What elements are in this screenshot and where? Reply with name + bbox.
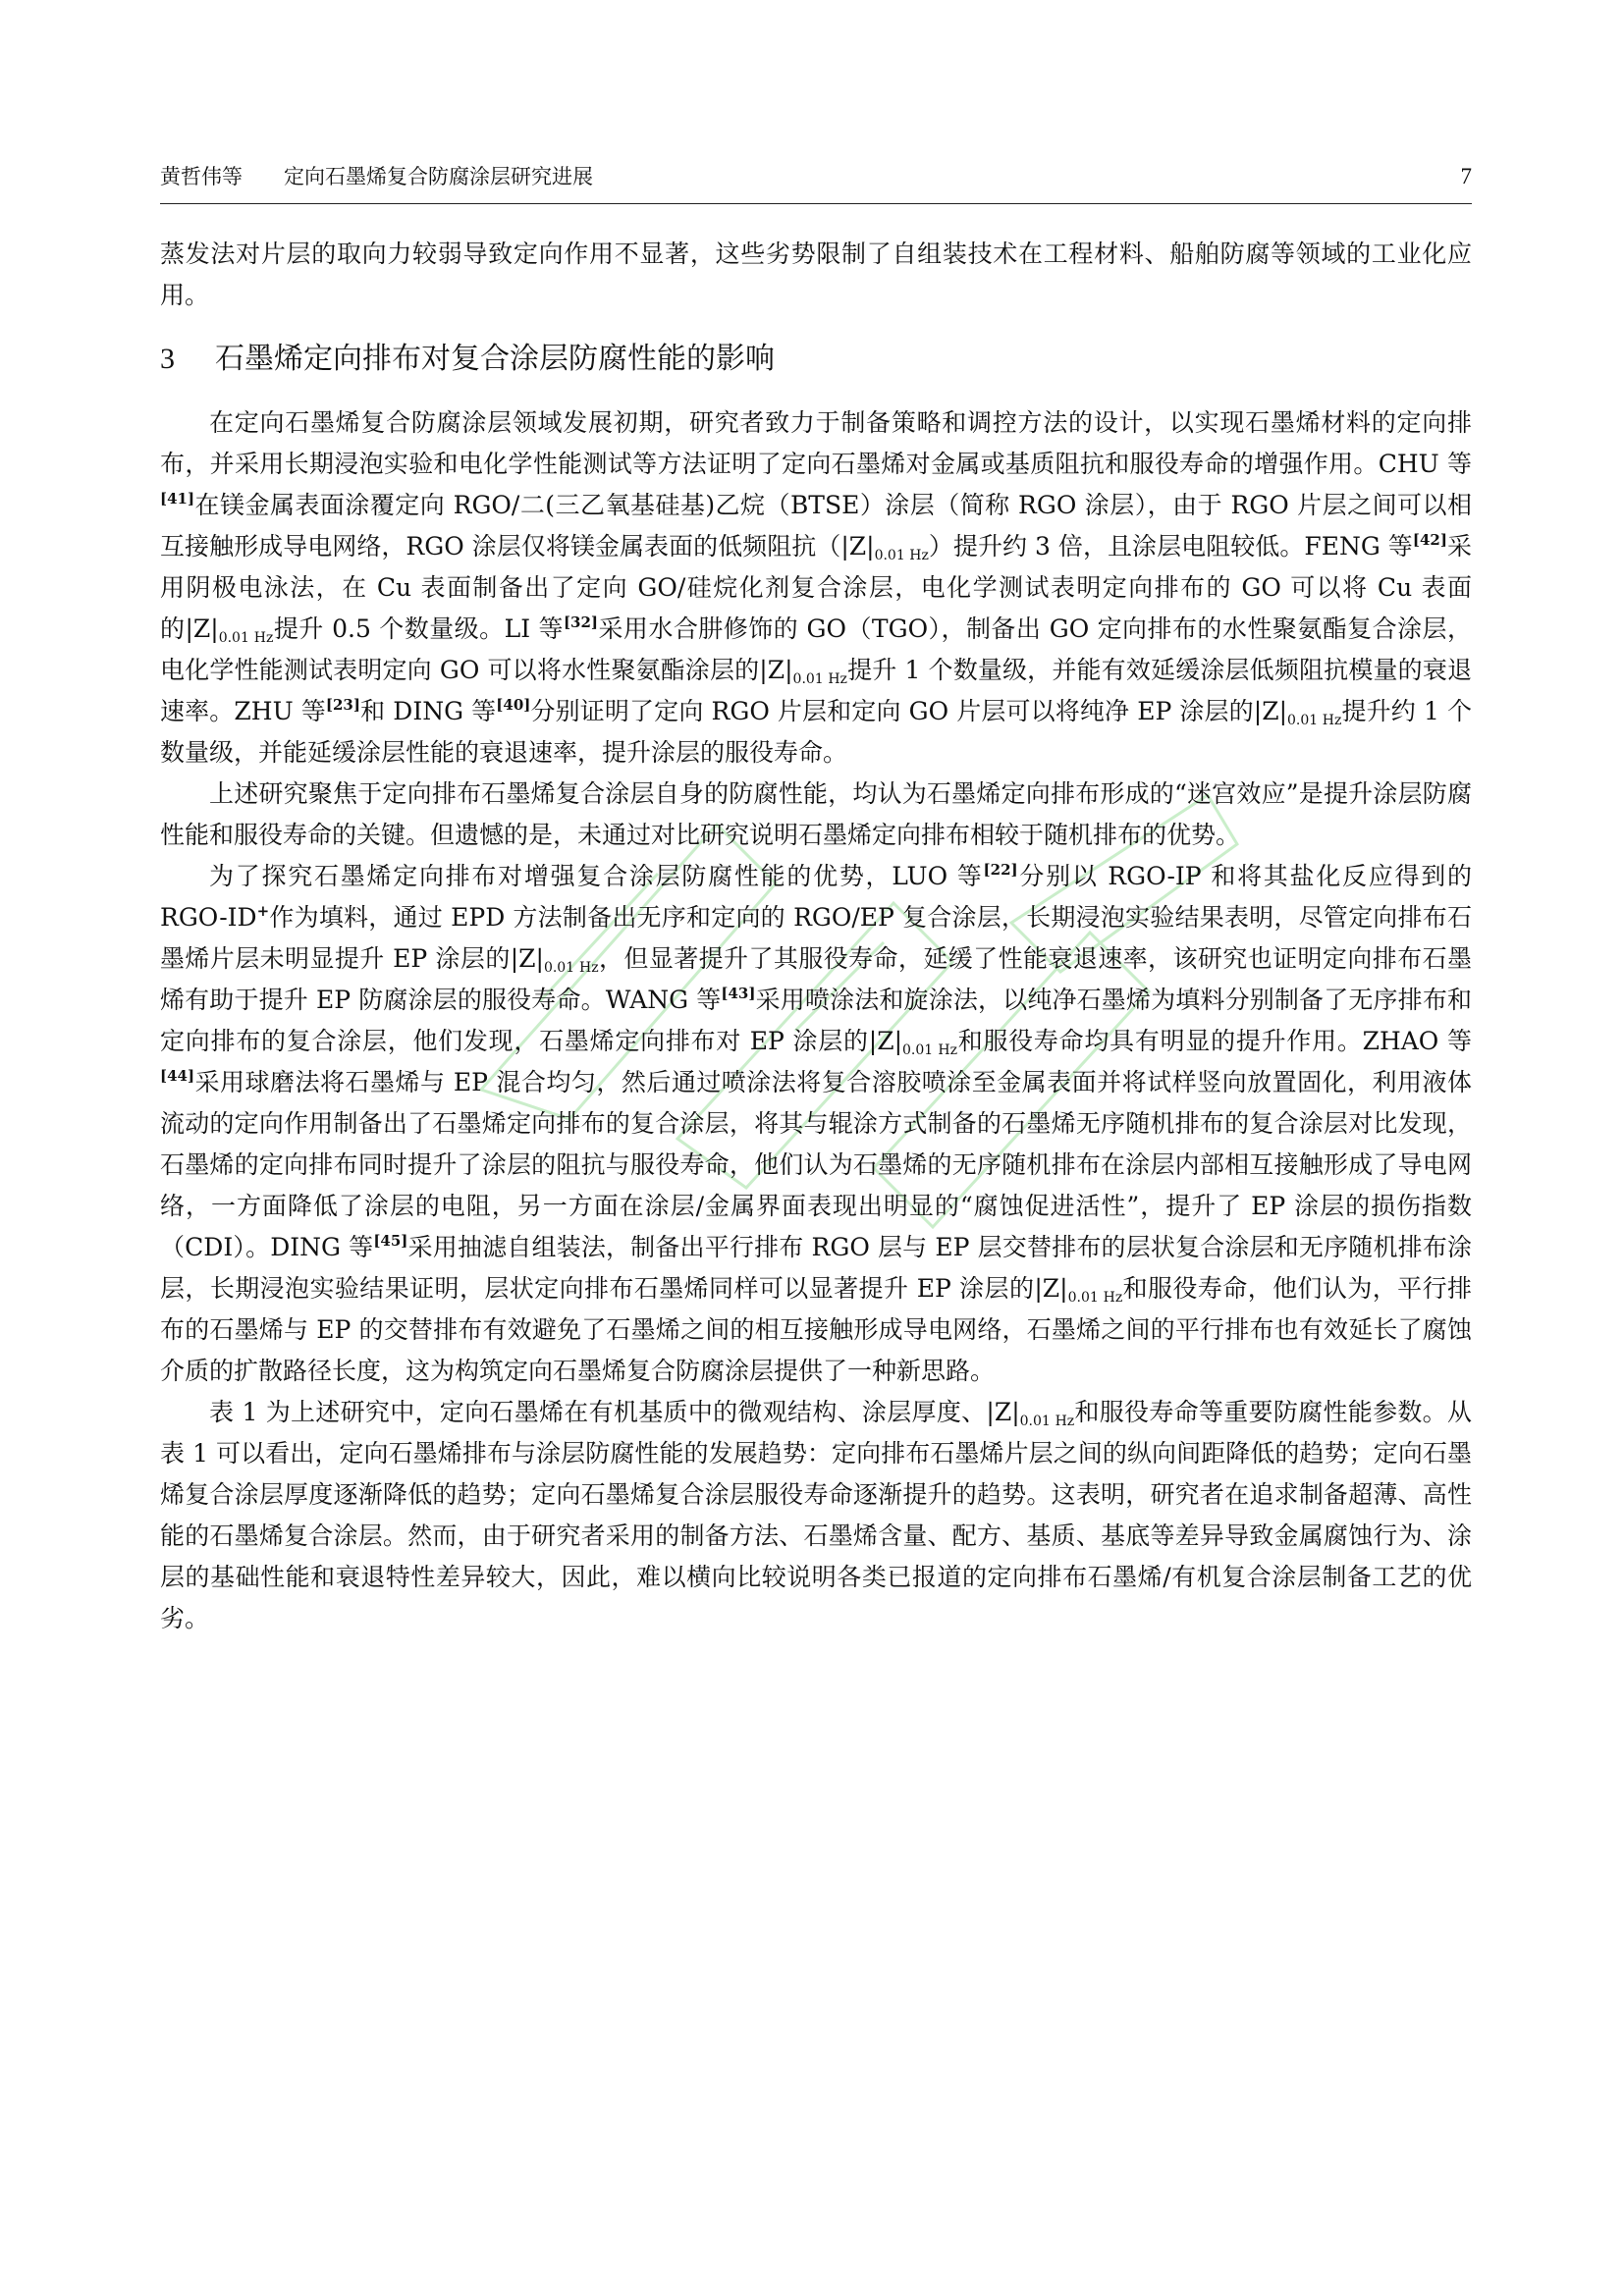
superscript-plus: + xyxy=(256,902,270,920)
text-run: 提升 0.5 个数量级。LI 等 xyxy=(273,614,564,643)
text-run: 在定向石墨烯复合防腐涂层领域发展初期，研究者致力于制备策略和调控方法的设计，以实现石墨烯材料的定向排布，并采用长期浸泡实验和电化学性能测试等方法证明了定向石墨烯对金属或基质阻抗和服役寿命的增强作用。CHU 等 xyxy=(160,408,1472,478)
page-number: 7 xyxy=(1460,164,1472,188)
citation: [42] xyxy=(1412,531,1447,549)
section-heading xyxy=(160,336,1472,383)
text-run: 分别证明了定向 RGO 片层和定向 GO 片层可以将纯净 EP 涂层的|Z| xyxy=(530,697,1288,725)
text-run: ）提升约 3 倍，且涂层电阻较低。FENG 等 xyxy=(928,532,1413,561)
citation: [40] xyxy=(496,696,531,714)
body-text xyxy=(160,234,1472,1639)
text-run: 提升 1 个数量级，并能有效延缓涂层低频阻抗模量的衰退速率。ZHU 等 xyxy=(160,656,1472,725)
text-run: 采用喷涂法和旋涂法，以纯净石墨烯为填料分别制备了无序排布和定向排布的复合涂层，他们发现，石墨烯定向排布对 EP 涂层的|Z| xyxy=(160,986,1472,1055)
paragraph xyxy=(160,856,1472,1392)
text-run: 和服役寿命，他们认为，平行排布的石墨烯与 EP 的交替排布有效避免了石墨烯之间的相互接触形成导电网络，石墨烯之间的平行排布也有效延长了腐蚀介质的扩散路径长度，这为构筑定向石墨烯复合防腐涂层提供了一种新思路。 xyxy=(160,1274,1472,1385)
text-run: ，但显著提升了其服役寿命，延缓了性能衰退速率，该研究也证明定向排布石墨烯有助于提升 EP 防腐涂层的服役寿命。WANG 等 xyxy=(160,944,1472,1014)
subscript: 0.01 Hz xyxy=(902,1042,957,1058)
text-run: 和服役寿命均具有明显的提升作用。ZHAO 等 xyxy=(956,1027,1472,1055)
text-run: 为了探究石墨烯定向排布对增强复合涂层防腐性能的优势，LUO 等 xyxy=(209,862,984,890)
subscript: 0.01 Hz xyxy=(543,960,599,976)
text-run: 在镁金属表面涂覆定向 RGO/二(三乙氧基硅基)乙烷（BTSE）涂层（简称 RGO 涂层），由于 RGO 片层之间可以相互接触形成导电网络，RGO 涂层仅将镁金属表面的低频阻抗（|Z| xyxy=(160,491,1472,561)
paragraph: 上述研究聚焦于定向排布石墨烯复合涂层自身的防腐性能，均认为石墨烯定向排布形成的“迷宫效应”是提升涂层防腐性能和服役寿命的关键。但遗憾的是，未通过对比研究说明石墨烯定向排布相较于随机排布的优势。 xyxy=(160,779,1472,849)
citation: [44] xyxy=(160,1067,195,1085)
citation: [23] xyxy=(325,696,360,714)
citation: [45] xyxy=(373,1232,408,1250)
text-run: 和服役寿命等重要防腐性能参数。从表 1 可以看出，定向石墨烯排布与涂层防腐性能的发展趋势：定向排布石墨烯片层之间的纵向间距降低的趋势；定向石墨烯复合涂层厚度逐渐降低的趋势；定向石墨烯复合涂层服役寿命逐渐提升的趋势。这表明，研究者在追求制备超薄、高性能的石墨烯复合涂层。然而，由于研究者采用的制备方法、石墨烯含量、配方、基质、基底等差异导致金属腐蚀行为、涂层的基础性能和衰退特性差异较大，因此，难以横向比较说明各类已报道的定向排布石墨烯/有机复合涂层制备工艺的优劣。 xyxy=(160,1398,1472,1632)
subscript: 0.01 Hz xyxy=(874,548,929,563)
text-run: 采用水合肼修饰的 GO（TGO），制备出 GO 定向排布的水性聚氨酯复合涂层，电化学性能测试表明定向 GO 可以将水性聚氨酯涂层的|Z| xyxy=(160,614,1473,684)
citation: [41] xyxy=(160,490,195,507)
citation: [22] xyxy=(983,861,1018,879)
subscript: 0.01 Hz xyxy=(1287,713,1342,728)
text-run: 采用阴极电泳法，在 Cu 表面制备出了定向 GO/硅烷化剂复合涂层，电化学测试表明定向排布的 GO 可以将 Cu 表面的|Z| xyxy=(160,532,1472,643)
text-run: 表 1 为上述研究中，定向石墨烯在有机基质中的微观结构、涂层厚度、|Z| xyxy=(209,1398,1020,1426)
header-authors: 黄哲伟等 xyxy=(160,165,243,188)
subscript: 0.01 Hz xyxy=(218,630,274,646)
subscript: 0.01 Hz xyxy=(792,671,847,687)
text-run: 和 DING 等 xyxy=(359,697,497,725)
paragraph: 蒸发法对片层的取向力较弱导致定向作用不显著，这些劣势限制了自组装技术在工程材料、船舶防腐等领域的工业化应用。 xyxy=(160,240,1472,309)
text-run: 采用抽滤自组装法，制备出平行排布 RGO 层与 EP 层交替排布的层状复合涂层和无序随机排布涂层，长期浸泡实验结果证明，层状定向排布石墨烯同样可以显著提升 EP 涂层的|Z| xyxy=(160,1233,1472,1303)
citation: [43] xyxy=(721,985,756,1002)
section-number: 3 xyxy=(160,343,175,375)
text-run: 提升约 1 个数量级，并能延缓涂层性能的衰退速率，提升涂层的服役寿命。 xyxy=(160,697,1472,767)
header-divider xyxy=(160,203,1472,204)
header-title: 定向石墨烯复合防腐涂层研究进展 xyxy=(284,165,593,188)
text-run: 采用球磨法将石墨烯与 EP 混合均匀，然后通过喷涂法将复合溶胶喷涂至金属表面并将试样竖向放置固化，利用液体流动的定向作用制备出了石墨烯定向排布的复合涂层，将其与辊涂方式制备的石墨烯无序随机排布的复合涂层对比发现，石墨烯的定向排布同时提升了涂层的阻抗与服役寿命，他们认为石墨烯的无序随机排布在涂层内部相互接触形成了导电网络，一方面降低了涂层的电阻，另一方面在涂层/金属界面表现出明显的“腐蚀促进活性”，提升了 EP 涂层的损伤指数（CDI）。DING 等 xyxy=(160,1068,1473,1261)
text-run: 作为填料，通过 EPD 方法制备出无序和定向的 RGO/EP 复合涂层，长期浸泡实验结果表明，尽管定向排布石墨烯片层未明显提升 EP 涂层的|Z| xyxy=(160,903,1472,973)
subscript: 0.01 Hz xyxy=(1067,1290,1123,1306)
running-header xyxy=(160,157,1472,196)
subscript: 0.01 Hz xyxy=(1019,1414,1075,1429)
text-run: 分别以 RGO-IP 和将其盐化反应得到的 RGO-ID xyxy=(160,862,1473,932)
section-title: 石墨烯定向排布对复合涂层防腐性能的影响 xyxy=(215,342,775,376)
paragraph xyxy=(160,1392,1472,1639)
citation: [32] xyxy=(563,614,599,631)
paragraph xyxy=(160,402,1472,774)
